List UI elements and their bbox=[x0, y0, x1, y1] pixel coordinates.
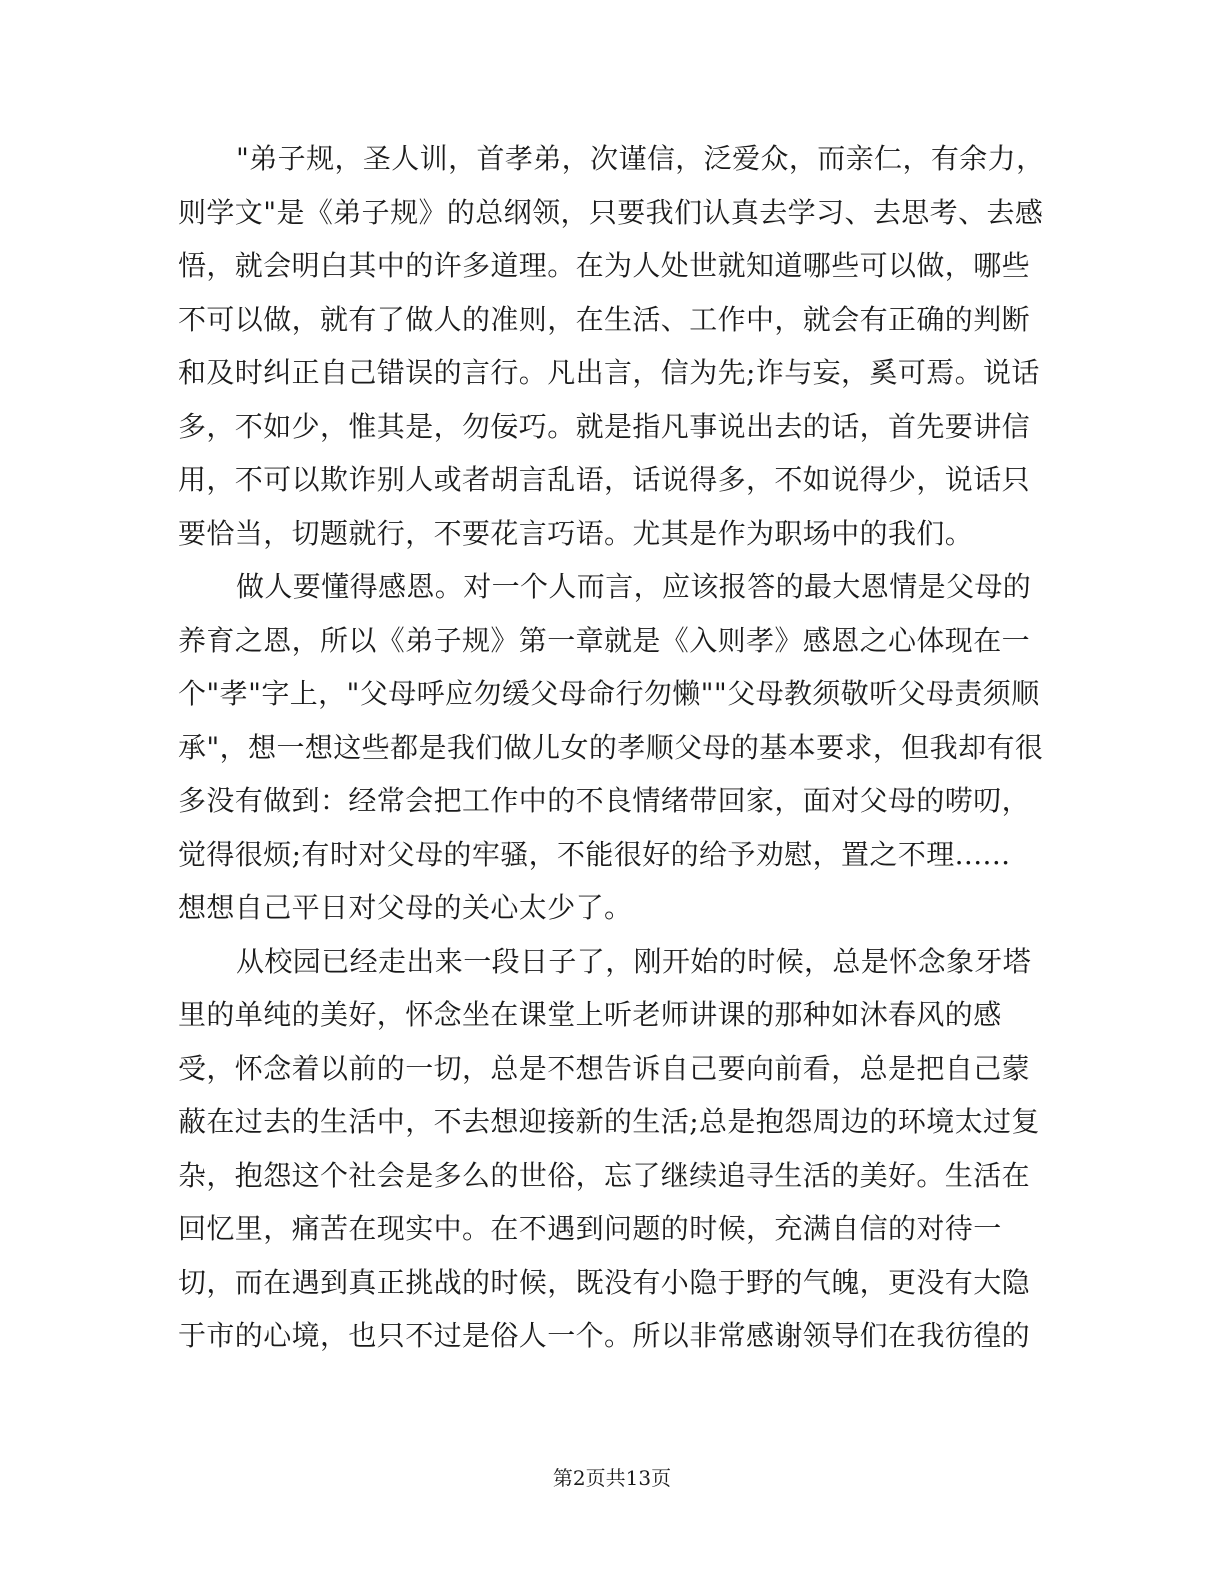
text-line: 要恰当，切题就行，不要花言巧语。尤其是作为职场中的我们。 bbox=[178, 516, 974, 550]
text-line: 从校园已经走出来一段日子了，刚开始的时候，总是怀念象牙塔 bbox=[236, 944, 1032, 978]
text-line: 悟，就会明白其中的许多道理。在为人处世就知道哪些可以做，哪些 bbox=[178, 249, 1031, 282]
text-line: 多没有做到：经常会把工作中的不良情绪带回家，面对父母的唠叨， bbox=[178, 784, 1031, 817]
text-line: 觉得很烦;有时对父母的牢骚，不能很好的给予劝慰，置之不理...... bbox=[178, 837, 1011, 871]
paragraph-1 bbox=[178, 132, 1044, 560]
text-line: 于市的心境，也只不过是俗人一个。所以非常感谢领导们在我彷徨的 bbox=[178, 1319, 1031, 1352]
text-line: 承"，想一想这些都是我们做儿女的孝顺父母的基本要求，但我却有很 bbox=[178, 730, 1044, 764]
paragraph-2 bbox=[178, 560, 1044, 935]
text-line: 不可以做，就有了做人的准则，在生活、工作中，就会有正确的判断 bbox=[178, 302, 1031, 336]
document-body bbox=[178, 132, 1044, 1363]
text-line: 则学文"是《弟子规》的总纲领，只要我们认真去学习、去思考、去感 bbox=[178, 195, 1044, 229]
text-line: 想想自己平日对父母的关心太少了。 bbox=[178, 891, 633, 924]
text-line: 个"孝"字上，"父母呼应勿缓父母命行勿懒""父母教须敬听父母责须顺 bbox=[178, 677, 1040, 710]
text-line: 和及时纠正自己错误的言行。凡出言，信为先;诈与妄，奚可焉。说话 bbox=[178, 356, 1040, 389]
text-line: 切，而在遇到真正挑战的时候，既没有小隐于野的气魄，更没有大隐 bbox=[178, 1265, 1031, 1299]
text-line: 做人要懂得感恩。对一个人而言，应该报答的最大恩情是父母的 bbox=[236, 570, 1032, 603]
text-line: 多，不如少，惟其是，勿佞巧。就是指凡事说出去的话，首先要讲信 bbox=[178, 409, 1031, 443]
text-line: 养育之恩，所以《弟子规》第一章就是《入则孝》感恩之心体现在一 bbox=[178, 623, 1031, 657]
text-line: "弟子规，圣人训，首孝弟，次谨信，泛爱众，而亲仁，有余力， bbox=[236, 142, 1045, 175]
text-line: 受，怀念着以前的一切，总是不想告诉自己要向前看，总是把自己蒙 bbox=[178, 1051, 1031, 1085]
text-line: 里的单纯的美好，怀念坐在课堂上听老师讲课的那种如沐春风的感 bbox=[178, 998, 1002, 1031]
paragraph-3 bbox=[178, 935, 1044, 1363]
page-number: 第2页共13页 bbox=[552, 1466, 672, 1490]
text-line: 用，不可以欺诈别人或者胡言乱语，话说得多，不如说得少，说话只 bbox=[178, 463, 1031, 496]
text-line: 杂，抱怨这个社会是多么的世俗，忘了继续追寻生活的美好。生活在 bbox=[178, 1158, 1031, 1192]
text-line: 蔽在过去的生活中，不去想迎接新的生活;总是抱怨周边的环境太过复 bbox=[178, 1105, 1040, 1138]
text-line: 回忆里，痛苦在现实中。在不遇到问题的时候，充满自信的对待一 bbox=[178, 1212, 1002, 1245]
